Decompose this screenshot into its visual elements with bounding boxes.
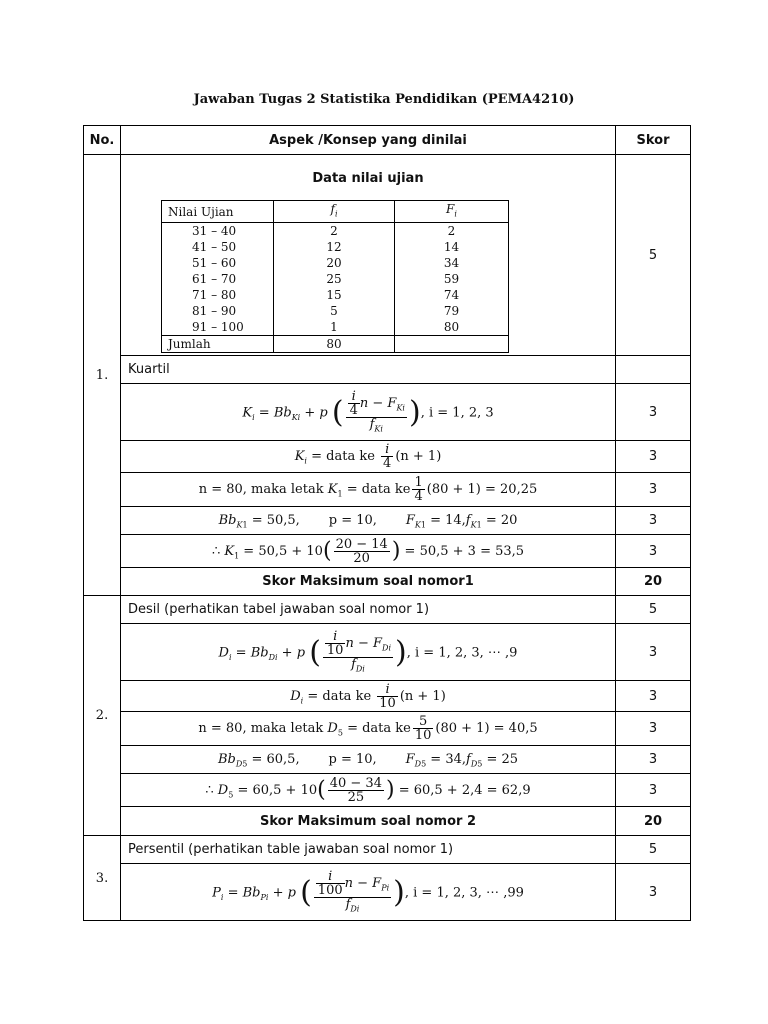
section2-max-skor: 20 (616, 807, 691, 836)
data-cell-fi: 2 (274, 223, 395, 240)
data-table-header (162, 201, 509, 223)
data-table-row (162, 239, 509, 255)
data-cell-fi: 20 (274, 255, 395, 271)
d5-letak-row (84, 712, 691, 746)
data-cell (121, 155, 616, 356)
kuartil-formula: $K_i = Bb_{Ki} + p$ ( $\frac{i}{4}$ $n - F_{Ki}$ $f_{Ki}$ ), i = 1, 2, 3 (121, 384, 616, 441)
col-Fi: $F_i$ (395, 201, 509, 223)
total-label: Jumlah (162, 336, 274, 353)
desil-label: Desil (perhatikan tabel jawaban soal nomor 1) (121, 596, 616, 624)
data-cell-nilai: 51 – 60 (192, 256, 237, 271)
skor-1-3: 3 (616, 473, 691, 507)
data-table-row (162, 223, 509, 240)
data-cell-fi: 25 (274, 271, 395, 287)
d5-values-row (84, 746, 691, 774)
data-cell-fi: 15 (274, 287, 395, 303)
skor-2-3: 3 (616, 712, 691, 746)
k1-values: $Bb_{K1} = 50,5$, p = 10, $F_{K1} = 14,f_{K1} = 20$ (121, 507, 616, 535)
data-cell-Fi: 34 (395, 255, 509, 271)
data-cell-nilai: 91 – 100 (192, 320, 244, 335)
persentil-formula: $P_i = Bb_{Pi} + p$ ( $\frac{i}{100}$ $n - F_{Pi}$ $f_{Di}$ ), i = 1, 2, 3, ⋯ ,99 (121, 864, 616, 921)
section2-max-label: Skor Maksimum soal nomor 2 (121, 807, 616, 836)
header-row (84, 126, 691, 155)
d5-final-row (84, 774, 691, 807)
section2-number: 2. (84, 596, 121, 836)
desil-row (84, 596, 691, 624)
skor-2-1: 3 (616, 624, 691, 681)
skor-3-1: 3 (616, 864, 691, 921)
data-skor: 5 (616, 155, 691, 356)
header-skor: Skor (616, 126, 691, 155)
k1-letak: n = 80, maka letak $K_1$ = data ke $\frac{1}{4}$ (80 + 1) = 20,25 (121, 473, 616, 507)
section1-max-row (84, 568, 691, 596)
page-title: Jawaban Tugas 2 Statistika Pendidikan (PEMA4210) (193, 92, 575, 107)
section1-max-label: Skor Maksimum soal nomor1 (121, 568, 616, 596)
desil-letak: $D_i$ = data ke $\frac{i}{10}$ (n + 1) (121, 681, 616, 712)
skor-2-5: 3 (616, 774, 691, 807)
persentil-skor: 5 (616, 836, 691, 864)
section3-number: 3. (84, 836, 121, 921)
col-fi: $f_i$ (274, 201, 395, 223)
data-title: Data nilai ujian (312, 171, 424, 186)
kuartil-formula-row (84, 384, 691, 441)
kuartil-row (84, 356, 691, 384)
kuartil-letak: $K_i$ = data ke $\frac{i}{4}$ (n + 1) (121, 441, 616, 473)
desil-formula-row (84, 624, 691, 681)
data-cell-fi: 1 (274, 319, 395, 336)
data-cell-nilai: 71 – 80 (192, 288, 237, 303)
k1-final-row (84, 535, 691, 568)
k1-letak-row (84, 473, 691, 507)
d5-values: $Bb_{D5} = 60,5$, p = 10, $F_{D5} = 34,f_{D5} = 25$ (121, 746, 616, 774)
section1-max-skor: 20 (616, 568, 691, 596)
k1-values-row (84, 507, 691, 535)
section1-number: 1. (84, 155, 121, 596)
d5-letak: n = 80, maka letak $D_5$ = data ke $\frac{5}{10}$ (80 + 1) = 40,5 (121, 712, 616, 746)
skor-2-4: 3 (616, 746, 691, 774)
data-cell-Fi: 14 (395, 239, 509, 255)
data-table-row (162, 287, 509, 303)
k1-final: ∴ $K_1 = 50,5 + 10$( $\frac{20 - 14}{20}$ ) = 50,5 + 3 = 53,5 (121, 535, 616, 568)
desil-letak-row (84, 681, 691, 712)
desil-formula: $D_i = Bb_{Di} + p$ ( $\frac{i}{10}$ $n - F_{Di}$ $f_{Di}$ ), i = 1, 2, 3, ⋯ ,9 (121, 624, 616, 681)
persentil-row (84, 836, 691, 864)
skor-1-4: 3 (616, 507, 691, 535)
skor-1-5: 3 (616, 535, 691, 568)
skor-2-2: 3 (616, 681, 691, 712)
total-fi: 80 (274, 336, 395, 353)
data-table-row (162, 319, 509, 336)
d5-final: ∴ $D_5 = 60,5 + 10$( $\frac{40 - 34}{25}$ ) = 60,5 + 2,4 = 62,9 (121, 774, 616, 807)
persentil-formula-row (84, 864, 691, 921)
persentil-label: Persentil (perhatikan table jawaban soal nomor 1) (121, 836, 616, 864)
data-cell-fi: 12 (274, 239, 395, 255)
data-cell-Fi: 80 (395, 319, 509, 336)
data-cell-nilai: 81 – 90 (192, 304, 237, 319)
data-cell-Fi: 2 (395, 223, 509, 240)
data-cell-Fi: 79 (395, 303, 509, 319)
data-cell-nilai: 41 – 50 (192, 240, 237, 255)
kuartil-letak-row (84, 441, 691, 473)
desil-skor: 5 (616, 596, 691, 624)
data-table-row (162, 303, 509, 319)
skor-1-1: 3 (616, 384, 691, 441)
data-table (161, 200, 509, 353)
header-no: No. (84, 126, 121, 155)
data-table-row (162, 271, 509, 287)
header-aspek: Aspek /Konsep yang dinilai (121, 126, 616, 155)
data-table-total (162, 336, 509, 353)
section1-data-row (84, 155, 691, 356)
data-cell-nilai: 61 – 70 (192, 272, 237, 287)
data-table-row (162, 255, 509, 271)
data-cell-Fi: 74 (395, 287, 509, 303)
data-cell-Fi: 59 (395, 271, 509, 287)
grading-table (83, 125, 691, 921)
skor-1-2: 3 (616, 441, 691, 473)
data-cell-nilai: 31 – 40 (192, 224, 237, 239)
section2-max-row (84, 807, 691, 836)
data-cell-fi: 5 (274, 303, 395, 319)
col-nilai: Nilai Ujian (162, 201, 274, 223)
kuartil-label: Kuartil (121, 356, 616, 384)
